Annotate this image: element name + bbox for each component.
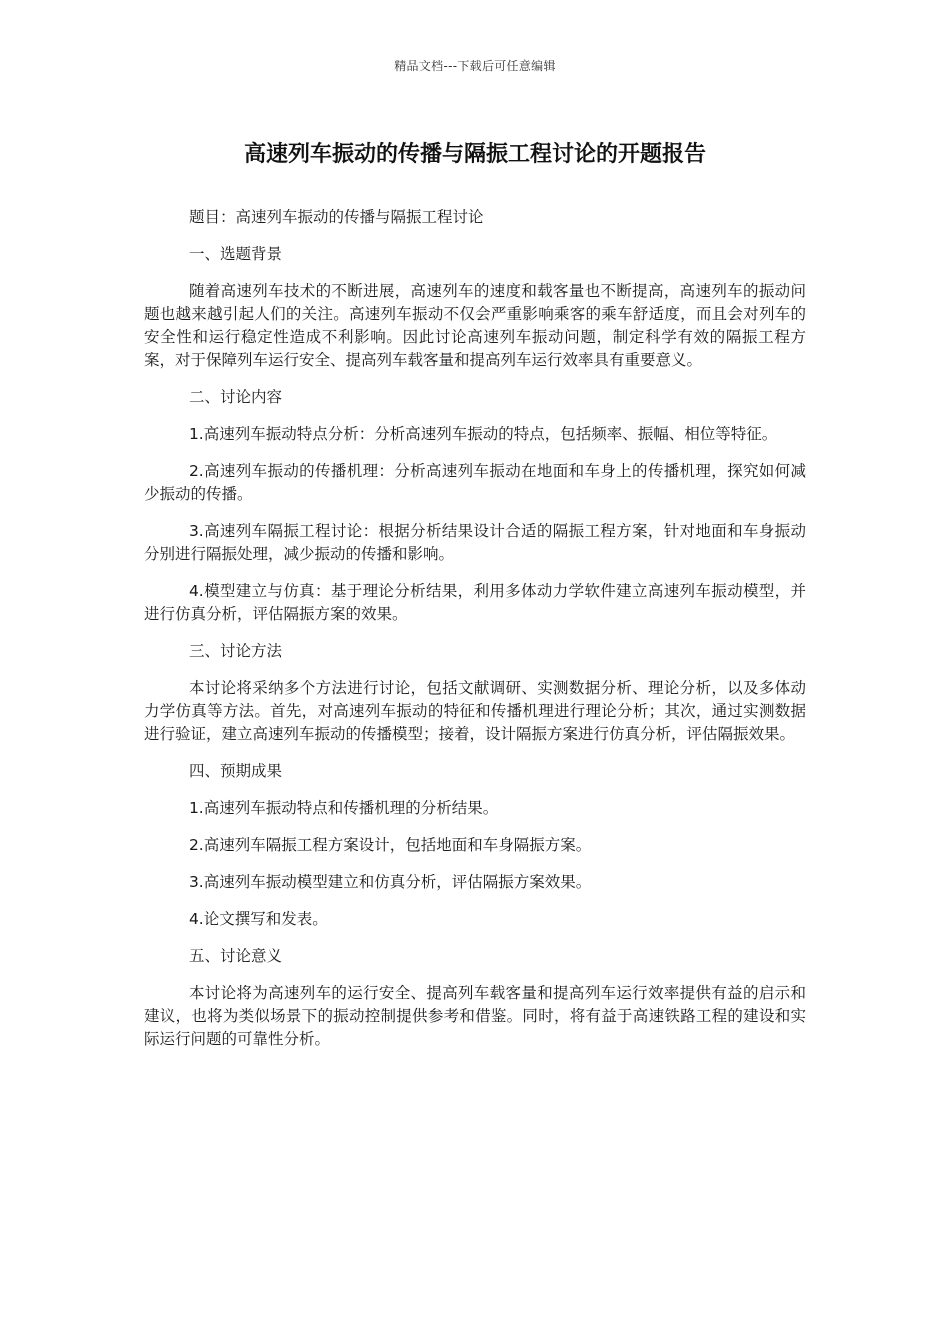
section-heading: 四、预期成果 bbox=[188, 762, 282, 780]
document-body bbox=[144, 206, 806, 1065]
list-item: 2.高速列车振动的传播机理：分析高速列车振动在地面和车身上的传播机理，探究如何减少振动的传播。 bbox=[144, 462, 806, 503]
list-item: 4.模型建立与仿真：基于理论分析结果，利用多体动力学软件建立高速列车振动模型，并进行仿真分析，评估隔振方案的效果。 bbox=[144, 582, 806, 623]
list-item: 3.高速列车隔振工程讨论：根据分析结果设计合适的隔振工程方案，针对地面和车身振动分别进行隔振处理，减少振动的传播和影响。 bbox=[144, 522, 806, 563]
section-heading: 一、选题背景 bbox=[188, 245, 282, 263]
section-heading: 五、讨论意义 bbox=[188, 947, 282, 965]
list-item: 1.高速列车振动特点和传播机理的分析结果。 bbox=[188, 799, 499, 817]
list-item: 3.高速列车振动模型建立和仿真分析，评估隔振方案效果。 bbox=[188, 873, 592, 891]
list-item: 4.论文撰写和发表。 bbox=[188, 910, 328, 928]
list-item: 1.高速列车振动特点分析：分析高速列车振动的特点，包括频率、振幅、相位等特征。 bbox=[188, 425, 778, 443]
section-heading: 二、讨论内容 bbox=[188, 388, 282, 406]
section-heading: 三、讨论方法 bbox=[188, 642, 282, 660]
page-header: 精品文档---下载后可任意编辑 bbox=[394, 59, 556, 73]
paragraph: 本讨论将为高速列车的运行安全、提高列车载客量和提高列车运行效率提供有益的启示和建议，也将为类似场景下的振动控制提供参考和借鉴。同时，将有益于高速铁路工程的建设和实际运行问题的可靠性分析。 bbox=[144, 984, 806, 1048]
topic-line: 题目：高速列车振动的传播与隔振工程讨论 bbox=[188, 208, 484, 226]
document-title: 高速列车振动的传播与隔振工程讨论的开题报告 bbox=[243, 142, 706, 167]
list-item: 2.高速列车隔振工程方案设计，包括地面和车身隔振方案。 bbox=[188, 836, 592, 854]
paragraph: 随着高速列车技术的不断进展，高速列车的速度和载客量也不断提高，高速列车的振动问题也越来越引起人们的关注。高速列车振动不仅会严重影响乘客的乘车舒适度，而且会对列车的安全性和运行稳定性造成不利影响。因此讨论高速列车振动问题，制定科学有效的隔振工程方案，对于保障列车运行安全、提高列车载客量和提高列车运行效率具有重要意义。 bbox=[144, 282, 806, 369]
paragraph: 本讨论将采纳多个方法进行讨论，包括文献调研、实测数据分析、理论分析，以及多体动力学仿真等方法。首先，对高速列车振动的特征和传播机理进行理论分析；其次，通过实测数据进行验证，建立高速列车振动的传播模型；接着，设计隔振方案进行仿真分析，评估隔振效果。 bbox=[144, 679, 806, 743]
